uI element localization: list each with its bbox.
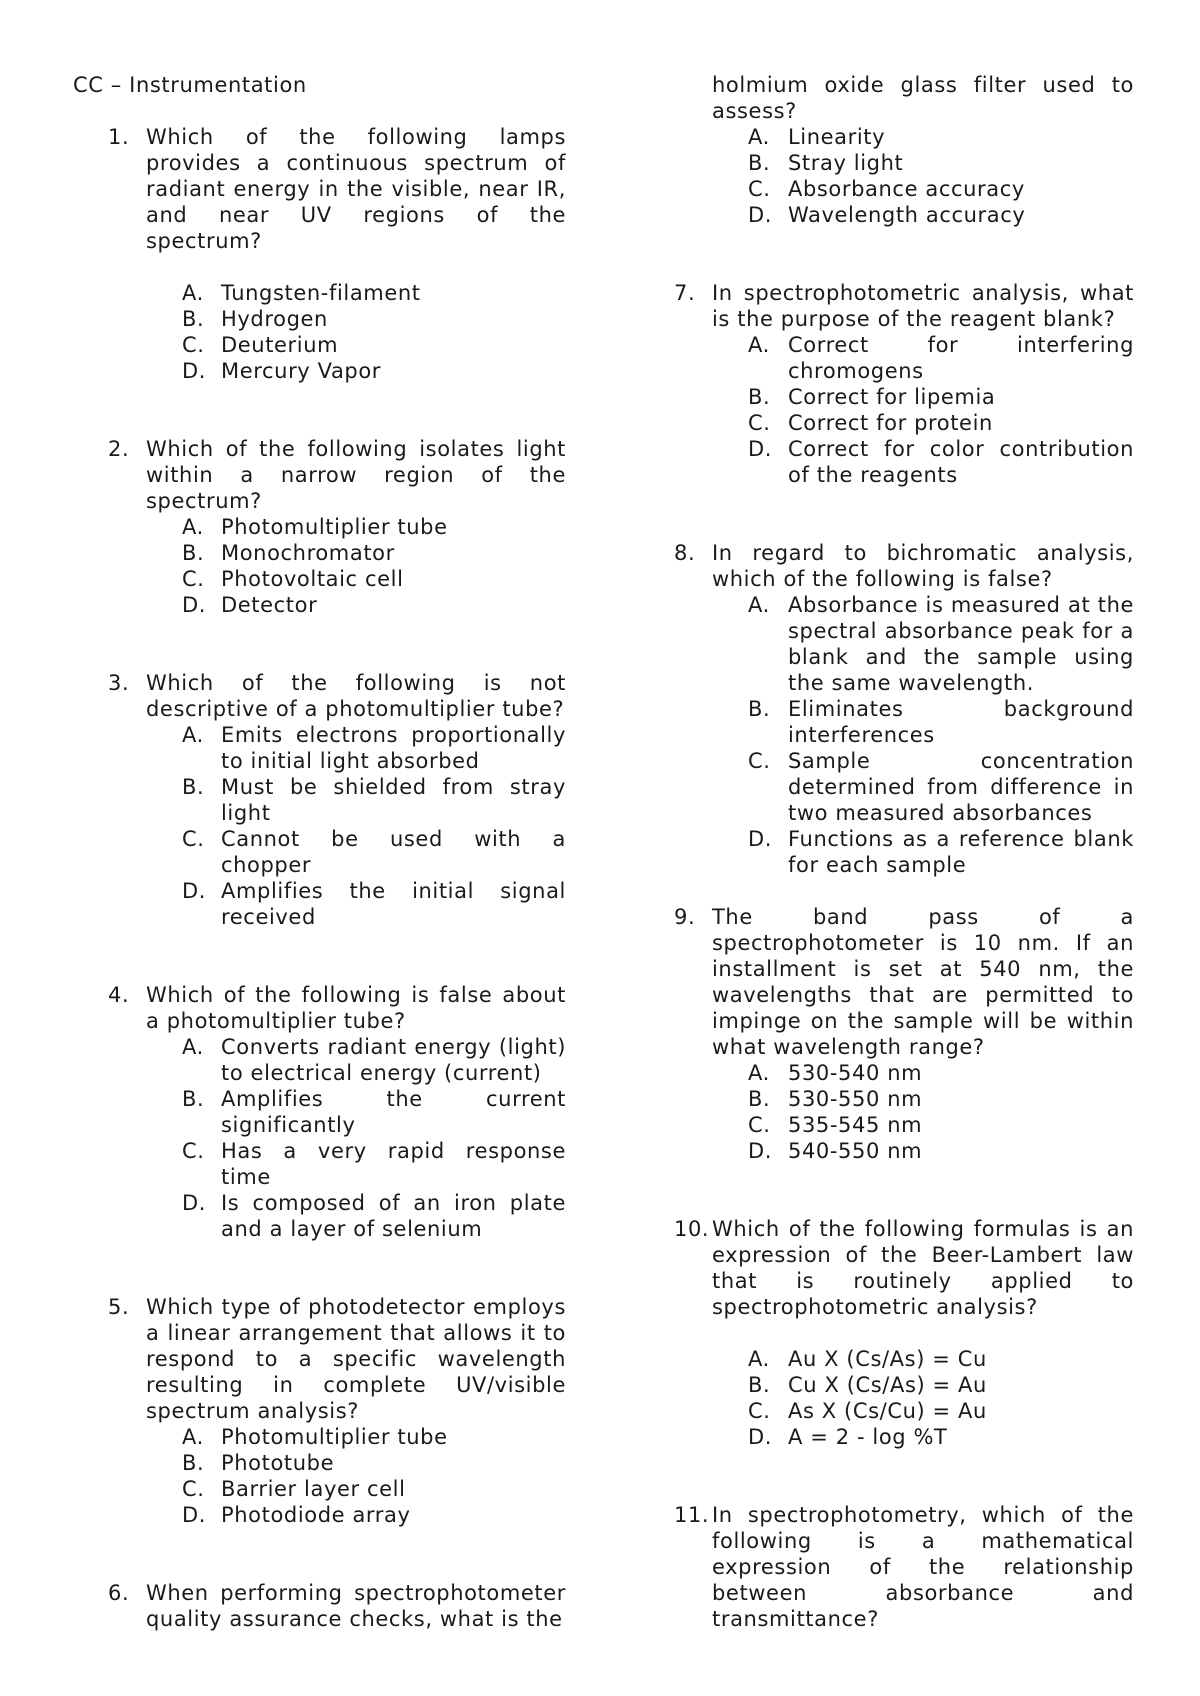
answer-option[interactable]: [182, 1424, 566, 1450]
option-letter: B.: [182, 775, 205, 799]
page-title: CC – Instrumentation: [73, 73, 307, 97]
option-text: Amplifies the initial signal received: [221, 879, 566, 929]
answer-option[interactable]: [748, 1372, 1134, 1398]
option-text: Au X (Cs/As) = Cu: [788, 1347, 987, 1371]
option-text: Absorbance is measured at the spectral absorbance peak for a blank and the sample using the same wavelength.: [788, 593, 1134, 695]
answer-option[interactable]: [182, 566, 566, 592]
answer-option[interactable]: [182, 1138, 566, 1190]
option-list: [182, 1034, 566, 1242]
answer-option[interactable]: [748, 410, 1134, 436]
option-letter: C.: [182, 1139, 205, 1163]
question-number: 3.: [108, 671, 130, 695]
option-letter: D.: [182, 879, 207, 903]
option-list: [748, 332, 1134, 488]
option-text: Correct for lipemia: [788, 385, 996, 409]
option-list: [182, 1424, 566, 1528]
option-text: Correct for interfering chromogens: [788, 333, 1134, 383]
option-text: Functions as a reference blank for each sample: [788, 827, 1134, 877]
option-text: Correct for protein: [788, 411, 993, 435]
option-list: [748, 1346, 1134, 1450]
option-letter: D.: [748, 437, 773, 461]
option-letter: D.: [748, 1425, 773, 1449]
question-number: 8.: [674, 541, 696, 565]
option-letter: B.: [182, 307, 205, 331]
option-text: Converts radiant energy (light) to electrical energy (current): [221, 1035, 566, 1085]
option-letter: D.: [748, 1139, 773, 1163]
question-text: In spectrophotometric analysis, what is the purpose of the reagent blank?: [712, 281, 1134, 331]
option-letter: C.: [748, 1113, 771, 1137]
option-text: Photomultiplier tube: [221, 1425, 448, 1449]
option-text: Eliminates background interferences: [788, 697, 1134, 747]
option-text: 530-540 nm: [788, 1061, 923, 1085]
answer-option[interactable]: [748, 1112, 1134, 1138]
option-letter: B.: [182, 1451, 205, 1475]
question-number: 2.: [108, 437, 130, 461]
question-number: 1.: [108, 125, 130, 149]
option-text: Tungsten-filament: [221, 281, 421, 305]
option-letter: C.: [182, 1477, 205, 1501]
option-letter: C.: [748, 749, 771, 773]
option-letter: D.: [748, 827, 773, 851]
option-text: Phototube: [221, 1451, 335, 1475]
option-text: 530-550 nm: [788, 1087, 923, 1111]
option-text: Sample concentration determined from difference in two measured absorbances: [788, 749, 1134, 825]
question-number: 5.: [108, 1295, 130, 1319]
question-text: In regard to bichromatic analysis, which of the following is false?: [712, 541, 1134, 591]
option-list: [748, 592, 1134, 878]
option-letter: A.: [182, 515, 204, 539]
question-number: 6.: [108, 1581, 130, 1605]
option-text: Hydrogen: [221, 307, 328, 331]
answer-option[interactable]: [748, 124, 1134, 150]
question-text: Which type of photodetector employs a linear arrangement that allows it to respond to a specific wavelength resulting in complete UV/visible spectrum analysis?: [146, 1295, 566, 1423]
option-letter: D.: [748, 203, 773, 227]
option-text: 535-545 nm: [788, 1113, 923, 1137]
answer-option[interactable]: [182, 306, 566, 332]
option-letter: B.: [748, 1373, 771, 1397]
option-text: Amplifies the current significantly: [221, 1087, 566, 1137]
option-text: Stray light: [788, 151, 904, 175]
answer-option[interactable]: [748, 748, 1134, 826]
answer-option[interactable]: [748, 176, 1134, 202]
question-text: In spectrophotometry, which of the following is a mathematical expression of the relationship between absorbance and transmittance?: [712, 1503, 1134, 1631]
answer-option[interactable]: [182, 514, 566, 540]
answer-option[interactable]: [182, 1476, 566, 1502]
option-letter: D.: [182, 1503, 207, 1527]
answer-option[interactable]: [748, 696, 1134, 748]
option-letter: B.: [182, 1087, 205, 1111]
option-letter: C.: [182, 333, 205, 357]
option-list: [182, 514, 566, 618]
answer-option[interactable]: [182, 1086, 566, 1138]
question-text-continued: holmium oxide glass filter used to assess?: [712, 73, 1134, 123]
answer-option[interactable]: [748, 592, 1134, 696]
question-text: Which of the following lamps provides a continuous spectrum of radiant energy in the visible, near IR, and near UV regions of the spectrum?: [146, 125, 566, 253]
answer-option[interactable]: [748, 202, 1134, 228]
option-text: Linearity: [788, 125, 886, 149]
answer-option[interactable]: [748, 1424, 1134, 1450]
option-letter: B.: [748, 385, 771, 409]
question-number: 11.: [674, 1503, 710, 1527]
option-letter: C.: [748, 411, 771, 435]
answer-option[interactable]: [182, 332, 566, 358]
question-text: Which of the following is false about a photomultiplier tube?: [146, 983, 566, 1033]
option-text: Deuterium: [221, 333, 339, 357]
answer-option[interactable]: [748, 826, 1134, 878]
option-text: Photovoltaic cell: [221, 567, 404, 591]
question-text: Which of the following isolates light within a narrow region of the spectrum?: [146, 437, 566, 513]
option-letter: C.: [182, 567, 205, 591]
option-text: A = 2 - log %T: [788, 1425, 948, 1449]
answer-option[interactable]: [748, 384, 1134, 410]
option-letter: A.: [182, 1035, 204, 1059]
answer-option[interactable]: [182, 1034, 566, 1086]
option-text: Emits electrons proportionally to initial light absorbed: [221, 723, 566, 773]
option-list: [182, 722, 566, 930]
option-list: [182, 280, 566, 384]
question-number: 7.: [674, 281, 696, 305]
option-text: Correct for color contribution of the reagents: [788, 437, 1134, 487]
answer-option[interactable]: [182, 722, 566, 774]
option-text: Absorbance accuracy: [788, 177, 1025, 201]
answer-option[interactable]: [748, 1346, 1134, 1372]
answer-option[interactable]: [748, 1138, 1134, 1164]
option-text: Cannot be used with a chopper: [221, 827, 566, 877]
answer-option[interactable]: [748, 1086, 1134, 1112]
answer-option[interactable]: [748, 436, 1134, 488]
answer-option[interactable]: [182, 1190, 566, 1242]
option-letter: A.: [182, 723, 204, 747]
option-letter: B.: [748, 697, 771, 721]
option-letter: C.: [182, 827, 205, 851]
question-text: When performing spectrophotometer quality assurance checks, what is the: [146, 1581, 566, 1631]
option-text: Detector: [221, 593, 318, 617]
answer-option[interactable]: [182, 878, 566, 930]
answer-option[interactable]: [182, 826, 566, 878]
option-text: 540-550 nm: [788, 1139, 923, 1163]
option-text: As X (Cs/Cu) = Au: [788, 1399, 987, 1423]
question-text: The band pass of a spectrophotometer is 10 nm. If an installment is set at 540 nm, the wavelengths that are permitted to impinge on the sample will be within what wavelength range?: [712, 905, 1134, 1059]
option-letter: C.: [748, 177, 771, 201]
question-text: Which of the following formulas is an expression of the Beer-Lambert law that is routinely applied to spectrophotometric analysis?: [712, 1217, 1134, 1319]
answer-option[interactable]: [182, 280, 566, 306]
option-text: Photomultiplier tube: [221, 515, 448, 539]
question-number: 9.: [674, 905, 696, 929]
option-letter: A.: [748, 1061, 770, 1085]
answer-option[interactable]: [748, 332, 1134, 384]
answer-option[interactable]: [748, 1398, 1134, 1424]
answer-option[interactable]: [748, 150, 1134, 176]
option-text: Is composed of an iron plate and a layer of selenium: [221, 1191, 566, 1241]
option-letter: A.: [748, 593, 770, 617]
option-letter: A.: [748, 1347, 770, 1371]
option-list: [748, 124, 1134, 228]
option-letter: B.: [182, 541, 205, 565]
option-text: Monochromator: [221, 541, 395, 565]
option-letter: D.: [182, 359, 207, 383]
option-letter: C.: [748, 1399, 771, 1423]
option-letter: B.: [748, 1087, 771, 1111]
answer-option[interactable]: [182, 774, 566, 826]
answer-option[interactable]: [182, 592, 566, 618]
answer-option[interactable]: [748, 1060, 1134, 1086]
option-letter: B.: [748, 151, 771, 175]
option-text: Mercury Vapor: [221, 359, 382, 383]
option-text: Photodiode array: [221, 1503, 411, 1527]
question-number: 4.: [108, 983, 130, 1007]
option-text: Wavelength accuracy: [788, 203, 1026, 227]
answer-option[interactable]: [182, 1450, 566, 1476]
answer-option[interactable]: [182, 1502, 566, 1528]
option-text: Cu X (Cs/As) = Au: [788, 1373, 987, 1397]
question-number: 10.: [674, 1217, 710, 1241]
option-list: [748, 1060, 1134, 1164]
option-text: Barrier layer cell: [221, 1477, 406, 1501]
question-text: Which of the following is not descriptive of a photomultiplier tube?: [146, 671, 566, 721]
option-letter: D.: [182, 1191, 207, 1215]
option-text: Has a very rapid response time: [221, 1139, 566, 1189]
answer-option[interactable]: [182, 540, 566, 566]
answer-option[interactable]: [182, 358, 566, 384]
option-letter: A.: [748, 333, 770, 357]
option-letter: A.: [748, 125, 770, 149]
option-letter: A.: [182, 281, 204, 305]
option-text: Must be shielded from stray light: [221, 775, 566, 825]
option-letter: A.: [182, 1425, 204, 1449]
option-letter: D.: [182, 593, 207, 617]
